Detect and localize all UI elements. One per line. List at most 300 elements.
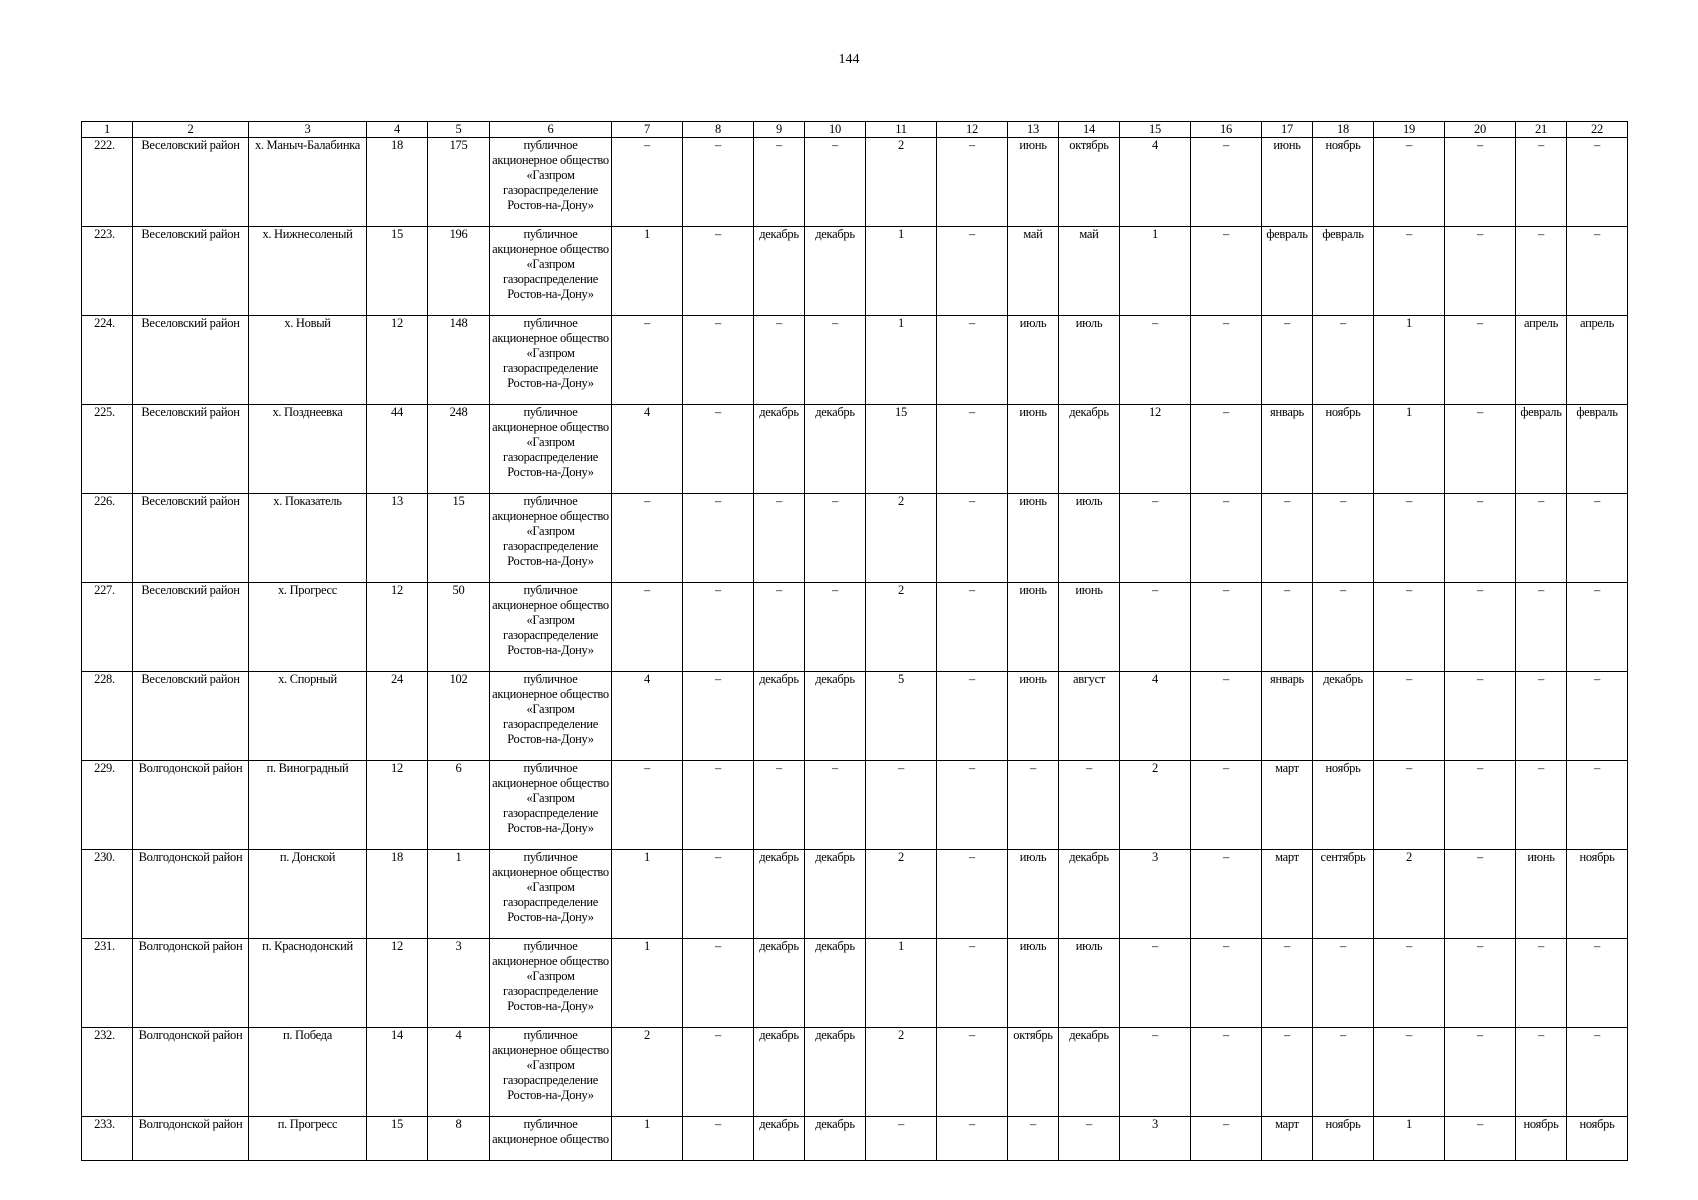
cell-col-20: – [1445,672,1516,761]
cell-col-9: декабрь [754,939,805,1028]
cell-col-21: – [1516,672,1567,761]
cell-col-17: февраль [1262,227,1313,316]
cell-col-4: 12 [367,316,428,405]
header-cell-4: 4 [367,122,428,138]
header-cell-22: 22 [1567,122,1628,138]
owner-cell: публичное акционерное общество [490,1117,612,1161]
cell-col-8: – [683,1117,754,1161]
cell-col-5: 4 [428,1028,490,1117]
cell-col-4: 12 [367,761,428,850]
cell-col-3: х. Маныч-Балабинка [249,138,367,227]
owner-cell: публичное акционерное общество «Газпром газораспределение Ростов-на-Дону» [490,850,612,939]
cell-col-2: Волгодонской район [133,1117,249,1161]
cell-col-14: октябрь [1059,138,1120,227]
header-cell-5: 5 [428,122,490,138]
cell-col-16: – [1191,672,1262,761]
cell-col-17: – [1262,583,1313,672]
cell-col-12: – [937,138,1008,227]
cell-col-9: – [754,138,805,227]
cell-col-1: 222. [82,138,133,227]
header-cell-16: 16 [1191,122,1262,138]
cell-col-1: 225. [82,405,133,494]
header-cell-9: 9 [754,122,805,138]
cell-col-13: – [1008,761,1059,850]
cell-col-22: ноябрь [1567,1117,1628,1161]
cell-col-11: 15 [866,405,937,494]
cell-col-12: – [937,939,1008,1028]
cell-col-13: июль [1008,316,1059,405]
cell-col-11: 1 [866,227,937,316]
cell-col-9: – [754,761,805,850]
cell-col-8: – [683,672,754,761]
cell-col-4: 18 [367,138,428,227]
cell-col-2: Веселовский район [133,405,249,494]
cell-col-8: – [683,1028,754,1117]
header-cell-8: 8 [683,122,754,138]
table-row [82,850,1628,939]
cell-col-1: 231. [82,939,133,1028]
cell-col-20: – [1445,583,1516,672]
cell-col-13: октябрь [1008,1028,1059,1117]
cell-col-1: 226. [82,494,133,583]
cell-col-18: ноябрь [1313,1117,1374,1161]
cell-col-2: Веселовский район [133,316,249,405]
cell-col-8: – [683,138,754,227]
cell-col-16: – [1191,227,1262,316]
header-cell-13: 13 [1008,122,1059,138]
cell-col-13: июль [1008,939,1059,1028]
cell-col-7: 1 [612,227,683,316]
cell-col-20: – [1445,494,1516,583]
owner-cell: публичное акционерное общество «Газпром газораспределение Ростов-на-Дону» [490,761,612,850]
cell-col-3: п. Победа [249,1028,367,1117]
cell-col-17: март [1262,850,1313,939]
cell-col-22: ноябрь [1567,850,1628,939]
cell-col-15: – [1120,1028,1191,1117]
header-row [82,122,1628,138]
cell-col-12: – [937,672,1008,761]
cell-col-11: 2 [866,850,937,939]
cell-col-13: июнь [1008,405,1059,494]
cell-col-10: декабрь [805,227,866,316]
cell-col-10: – [805,316,866,405]
cell-col-19: – [1374,761,1445,850]
cell-col-19: – [1374,494,1445,583]
cell-col-9: – [754,316,805,405]
cell-col-10: декабрь [805,939,866,1028]
cell-col-3: х. Новый [249,316,367,405]
cell-col-7: 4 [612,672,683,761]
cell-col-12: – [937,494,1008,583]
cell-col-20: – [1445,138,1516,227]
cell-col-4: 15 [367,227,428,316]
cell-col-16: – [1191,494,1262,583]
table-row [82,761,1628,850]
cell-col-18: – [1313,316,1374,405]
cell-col-18: февраль [1313,227,1374,316]
cell-col-19: 2 [1374,850,1445,939]
cell-col-7: – [612,761,683,850]
cell-col-12: – [937,850,1008,939]
cell-col-3: х. Показатель [249,494,367,583]
cell-col-11: – [866,761,937,850]
cell-col-1: 230. [82,850,133,939]
cell-col-21: июнь [1516,850,1567,939]
table-row [82,1028,1628,1117]
cell-col-7: 1 [612,1117,683,1161]
cell-col-12: – [937,1117,1008,1161]
cell-col-1: 229. [82,761,133,850]
cell-col-22: – [1567,1028,1628,1117]
cell-col-14: июль [1059,316,1120,405]
cell-col-7: – [612,494,683,583]
cell-col-20: – [1445,939,1516,1028]
cell-col-21: – [1516,939,1567,1028]
owner-cell: публичное акционерное общество «Газпром газораспределение Ростов-на-Дону» [490,227,612,316]
cell-col-17: январь [1262,405,1313,494]
cell-col-9: декабрь [754,850,805,939]
cell-col-17: – [1262,494,1313,583]
cell-col-16: – [1191,316,1262,405]
cell-col-13: июнь [1008,138,1059,227]
cell-col-14: май [1059,227,1120,316]
cell-col-22: – [1567,672,1628,761]
cell-col-2: Веселовский район [133,138,249,227]
table-body [82,138,1628,1161]
cell-col-9: – [754,494,805,583]
cell-col-4: 44 [367,405,428,494]
cell-col-1: 228. [82,672,133,761]
cell-col-11: 2 [866,494,937,583]
cell-col-2: Волгодонской район [133,850,249,939]
cell-col-20: – [1445,850,1516,939]
cell-col-16: – [1191,939,1262,1028]
cell-col-15: 3 [1120,1117,1191,1161]
cell-col-22: – [1567,583,1628,672]
cell-col-4: 24 [367,672,428,761]
cell-col-11: 2 [866,583,937,672]
cell-col-21: – [1516,761,1567,850]
cell-col-4: 15 [367,1117,428,1161]
header-cell-15: 15 [1120,122,1191,138]
owner-cell: публичное акционерное общество «Газпром газораспределение Ростов-на-Дону» [490,316,612,405]
cell-col-21: ноябрь [1516,1117,1567,1161]
cell-col-14: декабрь [1059,1028,1120,1117]
cell-col-22: февраль [1567,405,1628,494]
owner-cell: публичное акционерное общество «Газпром газораспределение Ростов-на-Дону» [490,672,612,761]
cell-col-11: 1 [866,316,937,405]
cell-col-13: июнь [1008,672,1059,761]
header-cell-2: 2 [133,122,249,138]
cell-col-12: – [937,227,1008,316]
cell-col-7: 1 [612,939,683,1028]
cell-col-15: – [1120,316,1191,405]
cell-col-22: – [1567,227,1628,316]
cell-col-17: – [1262,1028,1313,1117]
cell-col-13: июль [1008,850,1059,939]
cell-col-5: 15 [428,494,490,583]
cell-col-7: – [612,138,683,227]
cell-col-10: декабрь [805,1028,866,1117]
cell-col-17: январь [1262,672,1313,761]
cell-col-3: п. Краснодонский [249,939,367,1028]
header-cell-12: 12 [937,122,1008,138]
cell-col-12: – [937,1028,1008,1117]
cell-col-20: – [1445,761,1516,850]
cell-col-21: – [1516,1028,1567,1117]
table-row [82,405,1628,494]
table-header [82,122,1628,138]
cell-col-17: – [1262,316,1313,405]
cell-col-1: 233. [82,1117,133,1161]
cell-col-16: – [1191,1028,1262,1117]
cell-col-10: – [805,494,866,583]
cell-col-14: июль [1059,939,1120,1028]
cell-col-5: 3 [428,939,490,1028]
cell-col-3: х. Спорный [249,672,367,761]
header-cell-6: 6 [490,122,612,138]
table-row [82,138,1628,227]
cell-col-10: декабрь [805,1117,866,1161]
table-row [82,939,1628,1028]
cell-col-1: 224. [82,316,133,405]
cell-col-16: – [1191,1117,1262,1161]
cell-col-9: декабрь [754,672,805,761]
cell-col-18: ноябрь [1313,761,1374,850]
cell-col-8: – [683,494,754,583]
cell-col-19: 1 [1374,1117,1445,1161]
cell-col-10: – [805,138,866,227]
header-cell-20: 20 [1445,122,1516,138]
cell-col-22: – [1567,138,1628,227]
cell-col-1: 227. [82,583,133,672]
cell-col-14: декабрь [1059,850,1120,939]
cell-col-8: – [683,761,754,850]
cell-col-9: декабрь [754,227,805,316]
cell-col-14: – [1059,761,1120,850]
cell-col-10: декабрь [805,850,866,939]
cell-col-18: ноябрь [1313,138,1374,227]
cell-col-20: – [1445,1028,1516,1117]
cell-col-8: – [683,583,754,672]
cell-col-18: – [1313,1028,1374,1117]
cell-col-5: 6 [428,761,490,850]
header-cell-11: 11 [866,122,937,138]
owner-cell: публичное акционерное общество «Газпром газораспределение Ростов-на-Дону» [490,1028,612,1117]
table-row [82,494,1628,583]
cell-col-8: – [683,850,754,939]
cell-col-5: 102 [428,672,490,761]
cell-col-16: – [1191,850,1262,939]
cell-col-5: 1 [428,850,490,939]
cell-col-15: – [1120,583,1191,672]
cell-col-5: 50 [428,583,490,672]
cell-col-15: – [1120,939,1191,1028]
cell-col-3: п. Прогресс [249,1117,367,1161]
cell-col-15: 4 [1120,672,1191,761]
cell-col-7: 1 [612,850,683,939]
cell-col-22: – [1567,761,1628,850]
cell-col-18: – [1313,583,1374,672]
cell-col-2: Волгодонской район [133,939,249,1028]
header-cell-7: 7 [612,122,683,138]
header-cell-19: 19 [1374,122,1445,138]
cell-col-17: март [1262,761,1313,850]
cell-col-22: апрель [1567,316,1628,405]
cell-col-4: 12 [367,583,428,672]
cell-col-19: – [1374,227,1445,316]
cell-col-3: п. Донской [249,850,367,939]
cell-col-20: – [1445,227,1516,316]
cell-col-5: 196 [428,227,490,316]
cell-col-10: декабрь [805,672,866,761]
cell-col-1: 223. [82,227,133,316]
cell-col-17: март [1262,1117,1313,1161]
cell-col-15: 2 [1120,761,1191,850]
cell-col-2: Веселовский район [133,583,249,672]
cell-col-14: июнь [1059,583,1120,672]
cell-col-14: декабрь [1059,405,1120,494]
cell-col-3: х. Нижнесоленый [249,227,367,316]
cell-col-11: 2 [866,138,937,227]
cell-col-5: 8 [428,1117,490,1161]
cell-col-3: п. Виноградный [249,761,367,850]
cell-col-2: Веселовский район [133,494,249,583]
cell-col-18: декабрь [1313,672,1374,761]
table-row [82,1117,1628,1161]
cell-col-8: – [683,939,754,1028]
cell-col-13: май [1008,227,1059,316]
cell-col-18: – [1313,494,1374,583]
cell-col-19: – [1374,939,1445,1028]
cell-col-21: – [1516,227,1567,316]
cell-col-18: сентябрь [1313,850,1374,939]
cell-col-21: – [1516,494,1567,583]
cell-col-11: 1 [866,939,937,1028]
cell-col-22: – [1567,494,1628,583]
cell-col-7: 2 [612,1028,683,1117]
cell-col-21: февраль [1516,405,1567,494]
cell-col-15: 12 [1120,405,1191,494]
cell-col-12: – [937,583,1008,672]
cell-col-18: – [1313,939,1374,1028]
table-row [82,672,1628,761]
cell-col-12: – [937,761,1008,850]
owner-cell: публичное акционерное общество «Газпром газораспределение Ростов-на-Дону» [490,405,612,494]
cell-col-2: Веселовский район [133,672,249,761]
cell-col-8: – [683,316,754,405]
header-cell-10: 10 [805,122,866,138]
cell-col-15: 1 [1120,227,1191,316]
cell-col-4: 13 [367,494,428,583]
header-cell-3: 3 [249,122,367,138]
cell-col-9: – [754,583,805,672]
cell-col-15: 4 [1120,138,1191,227]
header-cell-21: 21 [1516,122,1567,138]
cell-col-17: июнь [1262,138,1313,227]
cell-col-4: 18 [367,850,428,939]
plan-table [81,121,1628,1161]
cell-col-14: июль [1059,494,1120,583]
cell-col-3: х. Прогресс [249,583,367,672]
cell-col-11: 5 [866,672,937,761]
cell-col-19: – [1374,672,1445,761]
cell-col-10: – [805,583,866,672]
cell-col-13: – [1008,1117,1059,1161]
cell-col-9: декабрь [754,1117,805,1161]
cell-col-9: декабрь [754,1028,805,1117]
cell-col-1: 232. [82,1028,133,1117]
cell-col-7: – [612,583,683,672]
table-row [82,583,1628,672]
header-cell-17: 17 [1262,122,1313,138]
cell-col-22: – [1567,939,1628,1028]
cell-col-20: – [1445,1117,1516,1161]
cell-col-16: – [1191,583,1262,672]
cell-col-20: – [1445,316,1516,405]
cell-col-21: апрель [1516,316,1567,405]
cell-col-17: – [1262,939,1313,1028]
cell-col-5: 175 [428,138,490,227]
cell-col-2: Веселовский район [133,227,249,316]
cell-col-10: декабрь [805,405,866,494]
cell-col-16: – [1191,405,1262,494]
header-cell-18: 18 [1313,122,1374,138]
cell-col-21: – [1516,138,1567,227]
cell-col-14: – [1059,1117,1120,1161]
cell-col-14: август [1059,672,1120,761]
cell-col-8: – [683,405,754,494]
cell-col-9: декабрь [754,405,805,494]
cell-col-7: 4 [612,405,683,494]
owner-cell: публичное акционерное общество «Газпром газораспределение Ростов-на-Дону» [490,583,612,672]
cell-col-12: – [937,316,1008,405]
table-row [82,316,1628,405]
cell-col-4: 12 [367,939,428,1028]
header-cell-1: 1 [82,122,133,138]
cell-col-21: – [1516,583,1567,672]
cell-col-16: – [1191,761,1262,850]
cell-col-7: – [612,316,683,405]
owner-cell: публичное акционерное общество «Газпром газораспределение Ростов-на-Дону» [490,494,612,583]
page-number: 144 [838,52,860,67]
cell-col-11: 2 [866,1028,937,1117]
cell-col-2: Волгодонской район [133,761,249,850]
cell-col-19: – [1374,1028,1445,1117]
cell-col-13: июнь [1008,583,1059,672]
cell-col-19: 1 [1374,405,1445,494]
cell-col-12: – [937,405,1008,494]
cell-col-16: – [1191,138,1262,227]
cell-col-19: – [1374,583,1445,672]
cell-col-15: 3 [1120,850,1191,939]
cell-col-8: – [683,227,754,316]
cell-col-13: июнь [1008,494,1059,583]
owner-cell: публичное акционерное общество «Газпром газораспределение Ростов-на-Дону» [490,939,612,1028]
cell-col-5: 248 [428,405,490,494]
cell-col-5: 148 [428,316,490,405]
cell-col-10: – [805,761,866,850]
cell-col-19: 1 [1374,316,1445,405]
cell-col-11: – [866,1117,937,1161]
cell-col-4: 14 [367,1028,428,1117]
header-cell-14: 14 [1059,122,1120,138]
cell-col-18: ноябрь [1313,405,1374,494]
cell-col-3: х. Позднеевка [249,405,367,494]
cell-col-19: – [1374,138,1445,227]
cell-col-20: – [1445,405,1516,494]
cell-col-15: – [1120,494,1191,583]
